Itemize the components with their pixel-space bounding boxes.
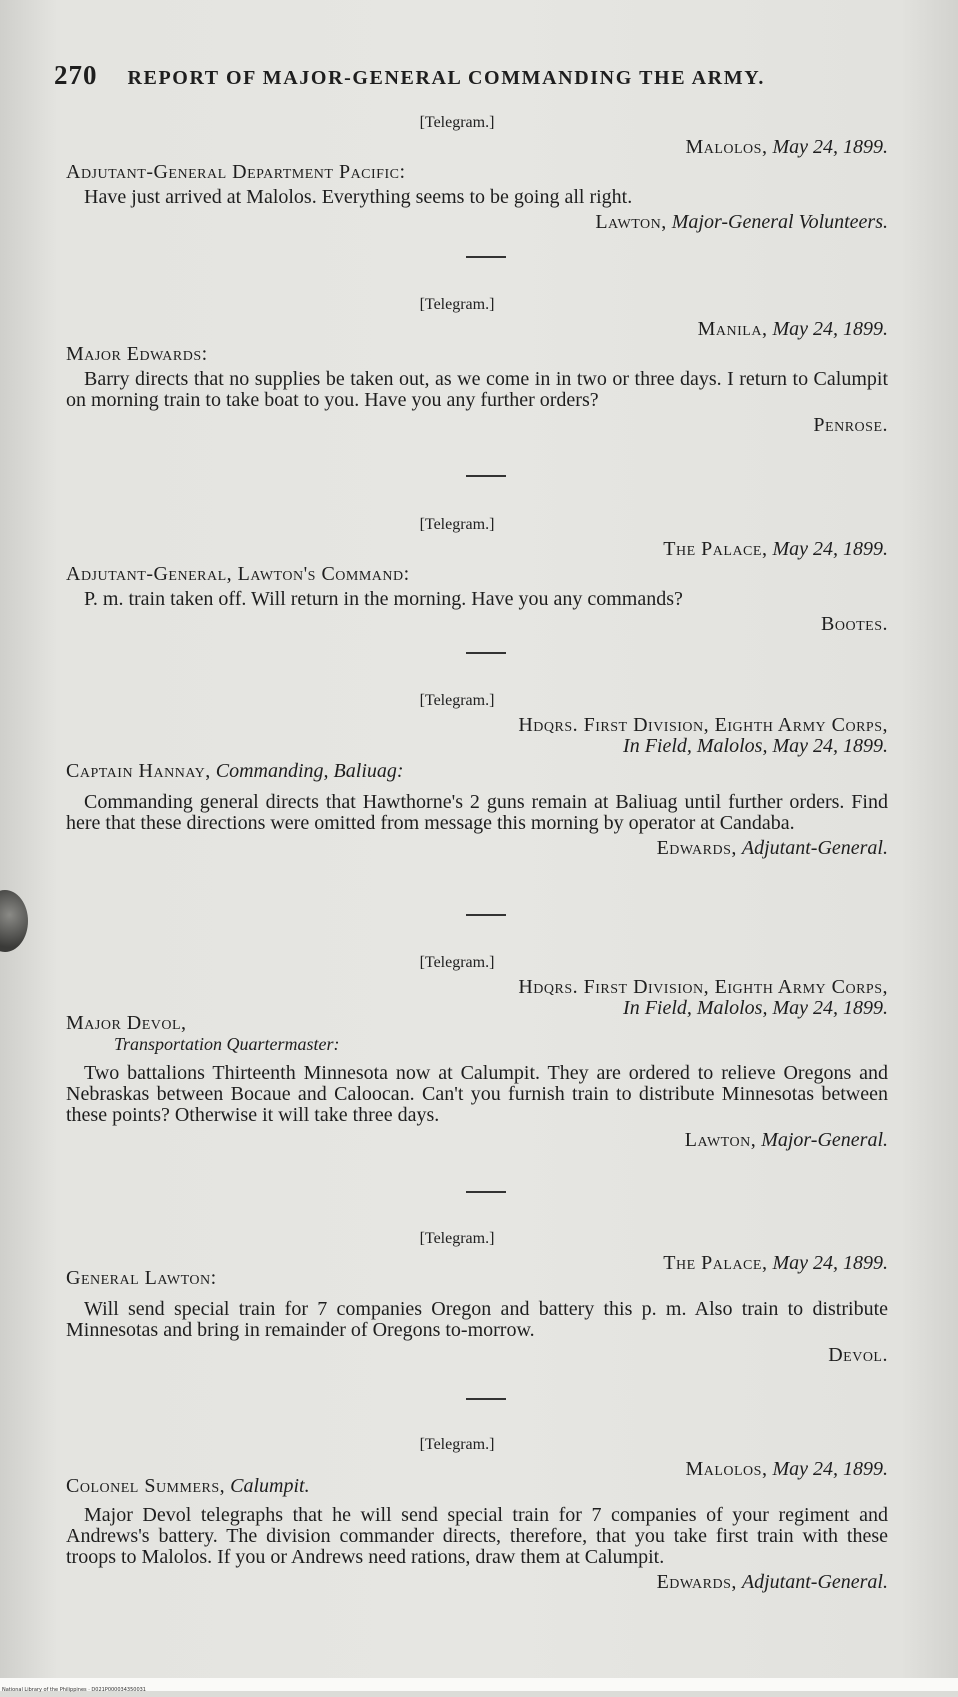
signature-name: Lawton,: [684, 1129, 757, 1151]
section-divider: [466, 914, 506, 916]
message-signature: [66, 1345, 888, 1366]
signature-name: Penrose.: [813, 414, 888, 436]
message-place: Hdqrs. First Division, Eighth Army Corps,: [518, 976, 888, 998]
message-place: Hdqrs. First Division, Eighth Army Corps,: [518, 714, 888, 736]
telegram-message: [66, 952, 888, 1151]
telegram-label: [Telegram.]: [419, 114, 495, 131]
telegram-message: [66, 1228, 888, 1366]
addressee-name: Captain Hannay,: [66, 760, 211, 782]
section-divider: [466, 1398, 506, 1400]
message-body: Commanding general directs that Hawthorne's 2 guns remain at Baliuag until further orders. Find here that these directions were omitted from message this morning by operator at Candaba.: [66, 791, 888, 834]
telegram-message: [66, 690, 888, 859]
message-body: Have just arrived at Malolos. Everything seems to be going all right.: [84, 186, 633, 208]
message-place: Malolos,: [685, 136, 768, 158]
telegram-message: [66, 112, 888, 233]
telegram-label: [Telegram.]: [419, 954, 495, 971]
message-body: Major Devol telegraphs that he will send special train for 7 companies of your regiment and Andrews's battery. The division commander directs, therefore, that you take first train with these troops to Malolos. If you or Andrews need rations, draw them at Calumpit.: [66, 1504, 888, 1568]
message-body: Will send special train for 7 companies Oregon and battery this p. m. Also train to distribute Minnesotas and bring in remainder of Oregons to-morrow.: [66, 1298, 888, 1341]
signature-title: Major-General.: [761, 1129, 888, 1151]
addressee-detail: Commanding, Baliuag:: [215, 760, 404, 782]
telegram-message: [66, 514, 888, 635]
telegram-label: [Telegram.]: [419, 692, 495, 709]
scan-footer: [0, 1678, 958, 1691]
signature-title: Adjutant-General.: [741, 1571, 888, 1593]
message-place: The Palace,: [663, 538, 768, 560]
page-number: 270: [54, 60, 98, 90]
addressee-detail: Calumpit.: [230, 1475, 310, 1497]
message-date: May 24, 1899.: [772, 136, 888, 158]
message-addressee: Major Devol,: [66, 1012, 187, 1034]
signature-name: Bootes.: [821, 613, 888, 635]
telegram-label: [Telegram.]: [419, 296, 495, 313]
telegram-label: [Telegram.]: [419, 516, 495, 533]
message-signature: [66, 212, 888, 233]
message-date: May 24, 1899.: [772, 1458, 888, 1480]
signature-name: Edwards,: [656, 837, 737, 859]
message-signature: [66, 1130, 888, 1151]
message-date: May 24, 1899.: [772, 318, 888, 340]
scan-credit: National Library of the Philippines · D021P000034350031: [2, 1687, 146, 1693]
message-signature: [66, 1572, 888, 1593]
message-place-line2: In Field, Malolos, May 24, 1899.: [623, 997, 888, 1019]
signature-title: Major-General Volunteers.: [671, 211, 888, 233]
section-divider: [466, 256, 506, 258]
message-signature: [66, 614, 888, 635]
message-signature: [66, 838, 888, 859]
signature-name: Devol.: [828, 1344, 888, 1366]
telegram-message: [66, 294, 888, 436]
addressee-title: Transportation Quartermaster:: [114, 1034, 340, 1054]
message-date: May 24, 1899.: [772, 538, 888, 560]
message-addressee: General Lawton:: [66, 1267, 217, 1289]
telegram-message: [66, 1434, 888, 1593]
section-divider: [466, 475, 506, 477]
message-place-date: [66, 319, 888, 340]
signature-title: Adjutant-General.: [741, 837, 888, 859]
message-place: Manila,: [697, 318, 768, 340]
message-addressee: Adjutant-General, Lawton's Command:: [66, 563, 410, 585]
message-place: Malolos,: [685, 1458, 768, 1480]
telegram-label: [Telegram.]: [419, 1436, 495, 1453]
running-title: REPORT OF MAJOR-GENERAL COMMANDING THE ARMY.: [127, 67, 765, 89]
message-place-date: [66, 715, 888, 757]
message-addressee: Major Edwards:: [66, 343, 208, 365]
signature-name: Lawton,: [595, 211, 667, 233]
signature-name: Edwards,: [656, 1571, 737, 1593]
message-body: P. m. train taken off. Will return in the morning. Have you any commands?: [84, 588, 683, 610]
section-divider: [466, 652, 506, 654]
message-addressee: [66, 761, 888, 782]
scan-thumb-shadow: [0, 890, 28, 952]
message-date: May 24, 1899.: [772, 1252, 888, 1274]
message-signature: [66, 415, 888, 436]
message-place-line2: In Field, Malolos, May 24, 1899.: [623, 735, 888, 757]
section-divider: [466, 1191, 506, 1193]
addressee-name: Colonel Summers,: [66, 1475, 226, 1497]
message-place: The Palace,: [663, 1252, 768, 1274]
message-place-date: [66, 539, 888, 560]
page-header: [54, 60, 904, 91]
message-body: Two battalions Thirteenth Minnesota now at Calumpit. They are ordered to relieve Oregons and Nebraskas between Bocaue and Caloocan. Can't you furnish train to distribute Minnesotas between these points? Otherwise it will take three days.: [66, 1062, 888, 1126]
message-addressee: Adjutant-General Department Pacific:: [66, 161, 406, 183]
message-body: Barry directs that no supplies be taken out, as we come in in two or three days. I return to Calumpit on morning train to take boat to you. Have you any further orders?: [66, 368, 888, 411]
telegram-label: [Telegram.]: [419, 1230, 495, 1247]
message-place-date: [66, 137, 888, 158]
